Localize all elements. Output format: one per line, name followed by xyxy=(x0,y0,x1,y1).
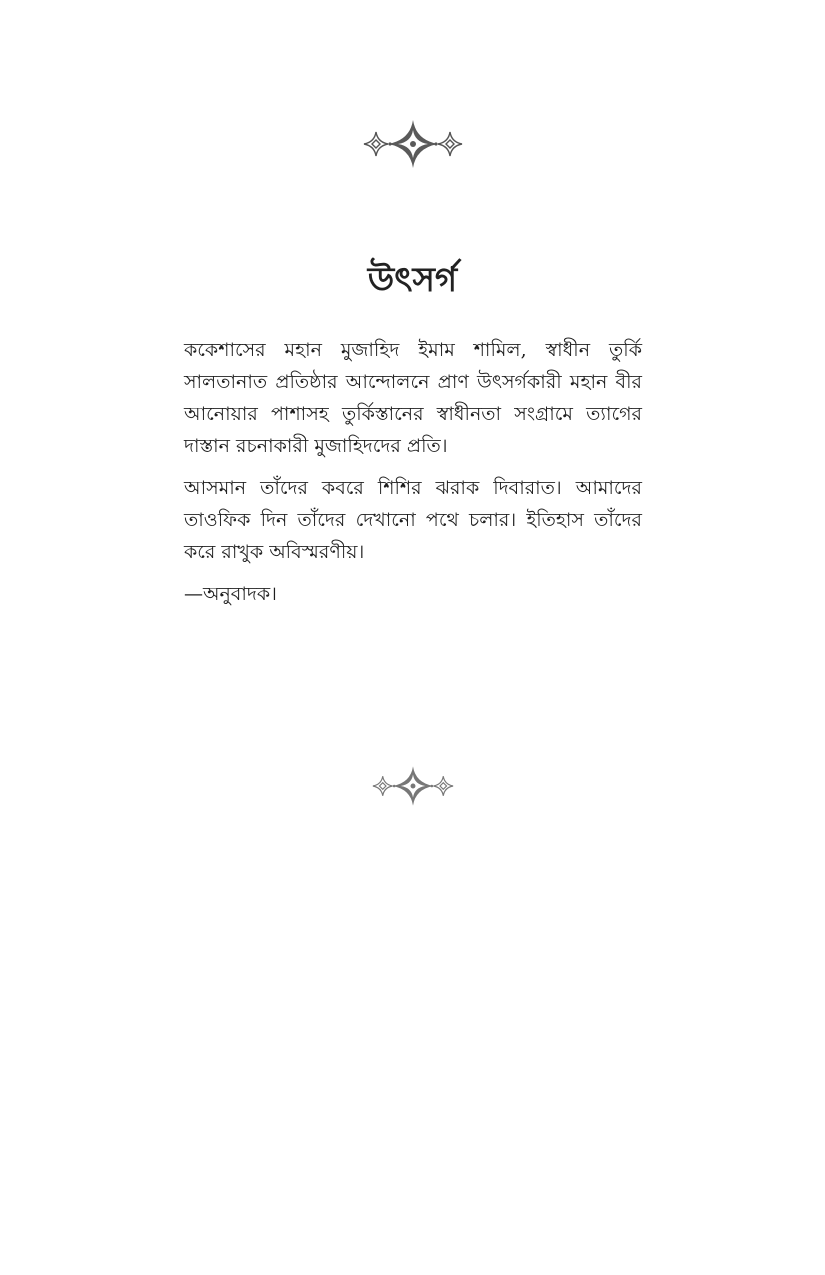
translator-signature: —অনুবাদক। xyxy=(184,583,277,605)
bottom-star-ornament-icon xyxy=(368,764,458,808)
page-title: উৎসর্গ xyxy=(367,260,458,300)
dedication-paragraph: আসমান তাঁদের কবরে শিশির ঝরাক দিবারাত। আমাদের তাওফিক দিন তাঁদের দেখানো পথে চলার। ইতিহাস তাঁদের করে রাখুক অবিস্মরণীয়। xyxy=(184,477,642,563)
top-star-ornament-icon xyxy=(358,118,468,170)
dedication-text xyxy=(184,334,642,620)
dedication-paragraph: ককেশাসের মহান মুজাহিদ ইমাম শামিল, স্বাধীন তুর্কি সালতানাত প্রতিষ্ঠার আন্দোলনে প্রাণ উৎসর্গকারী মহান বীর আনোয়ার পাশাসহ তুর্কিস্তানের স্বাধীনতা সংগ্রামে ত্যাগের দাস্তান রচনাকারী মুজাহিদদের প্রতি। xyxy=(184,339,642,457)
